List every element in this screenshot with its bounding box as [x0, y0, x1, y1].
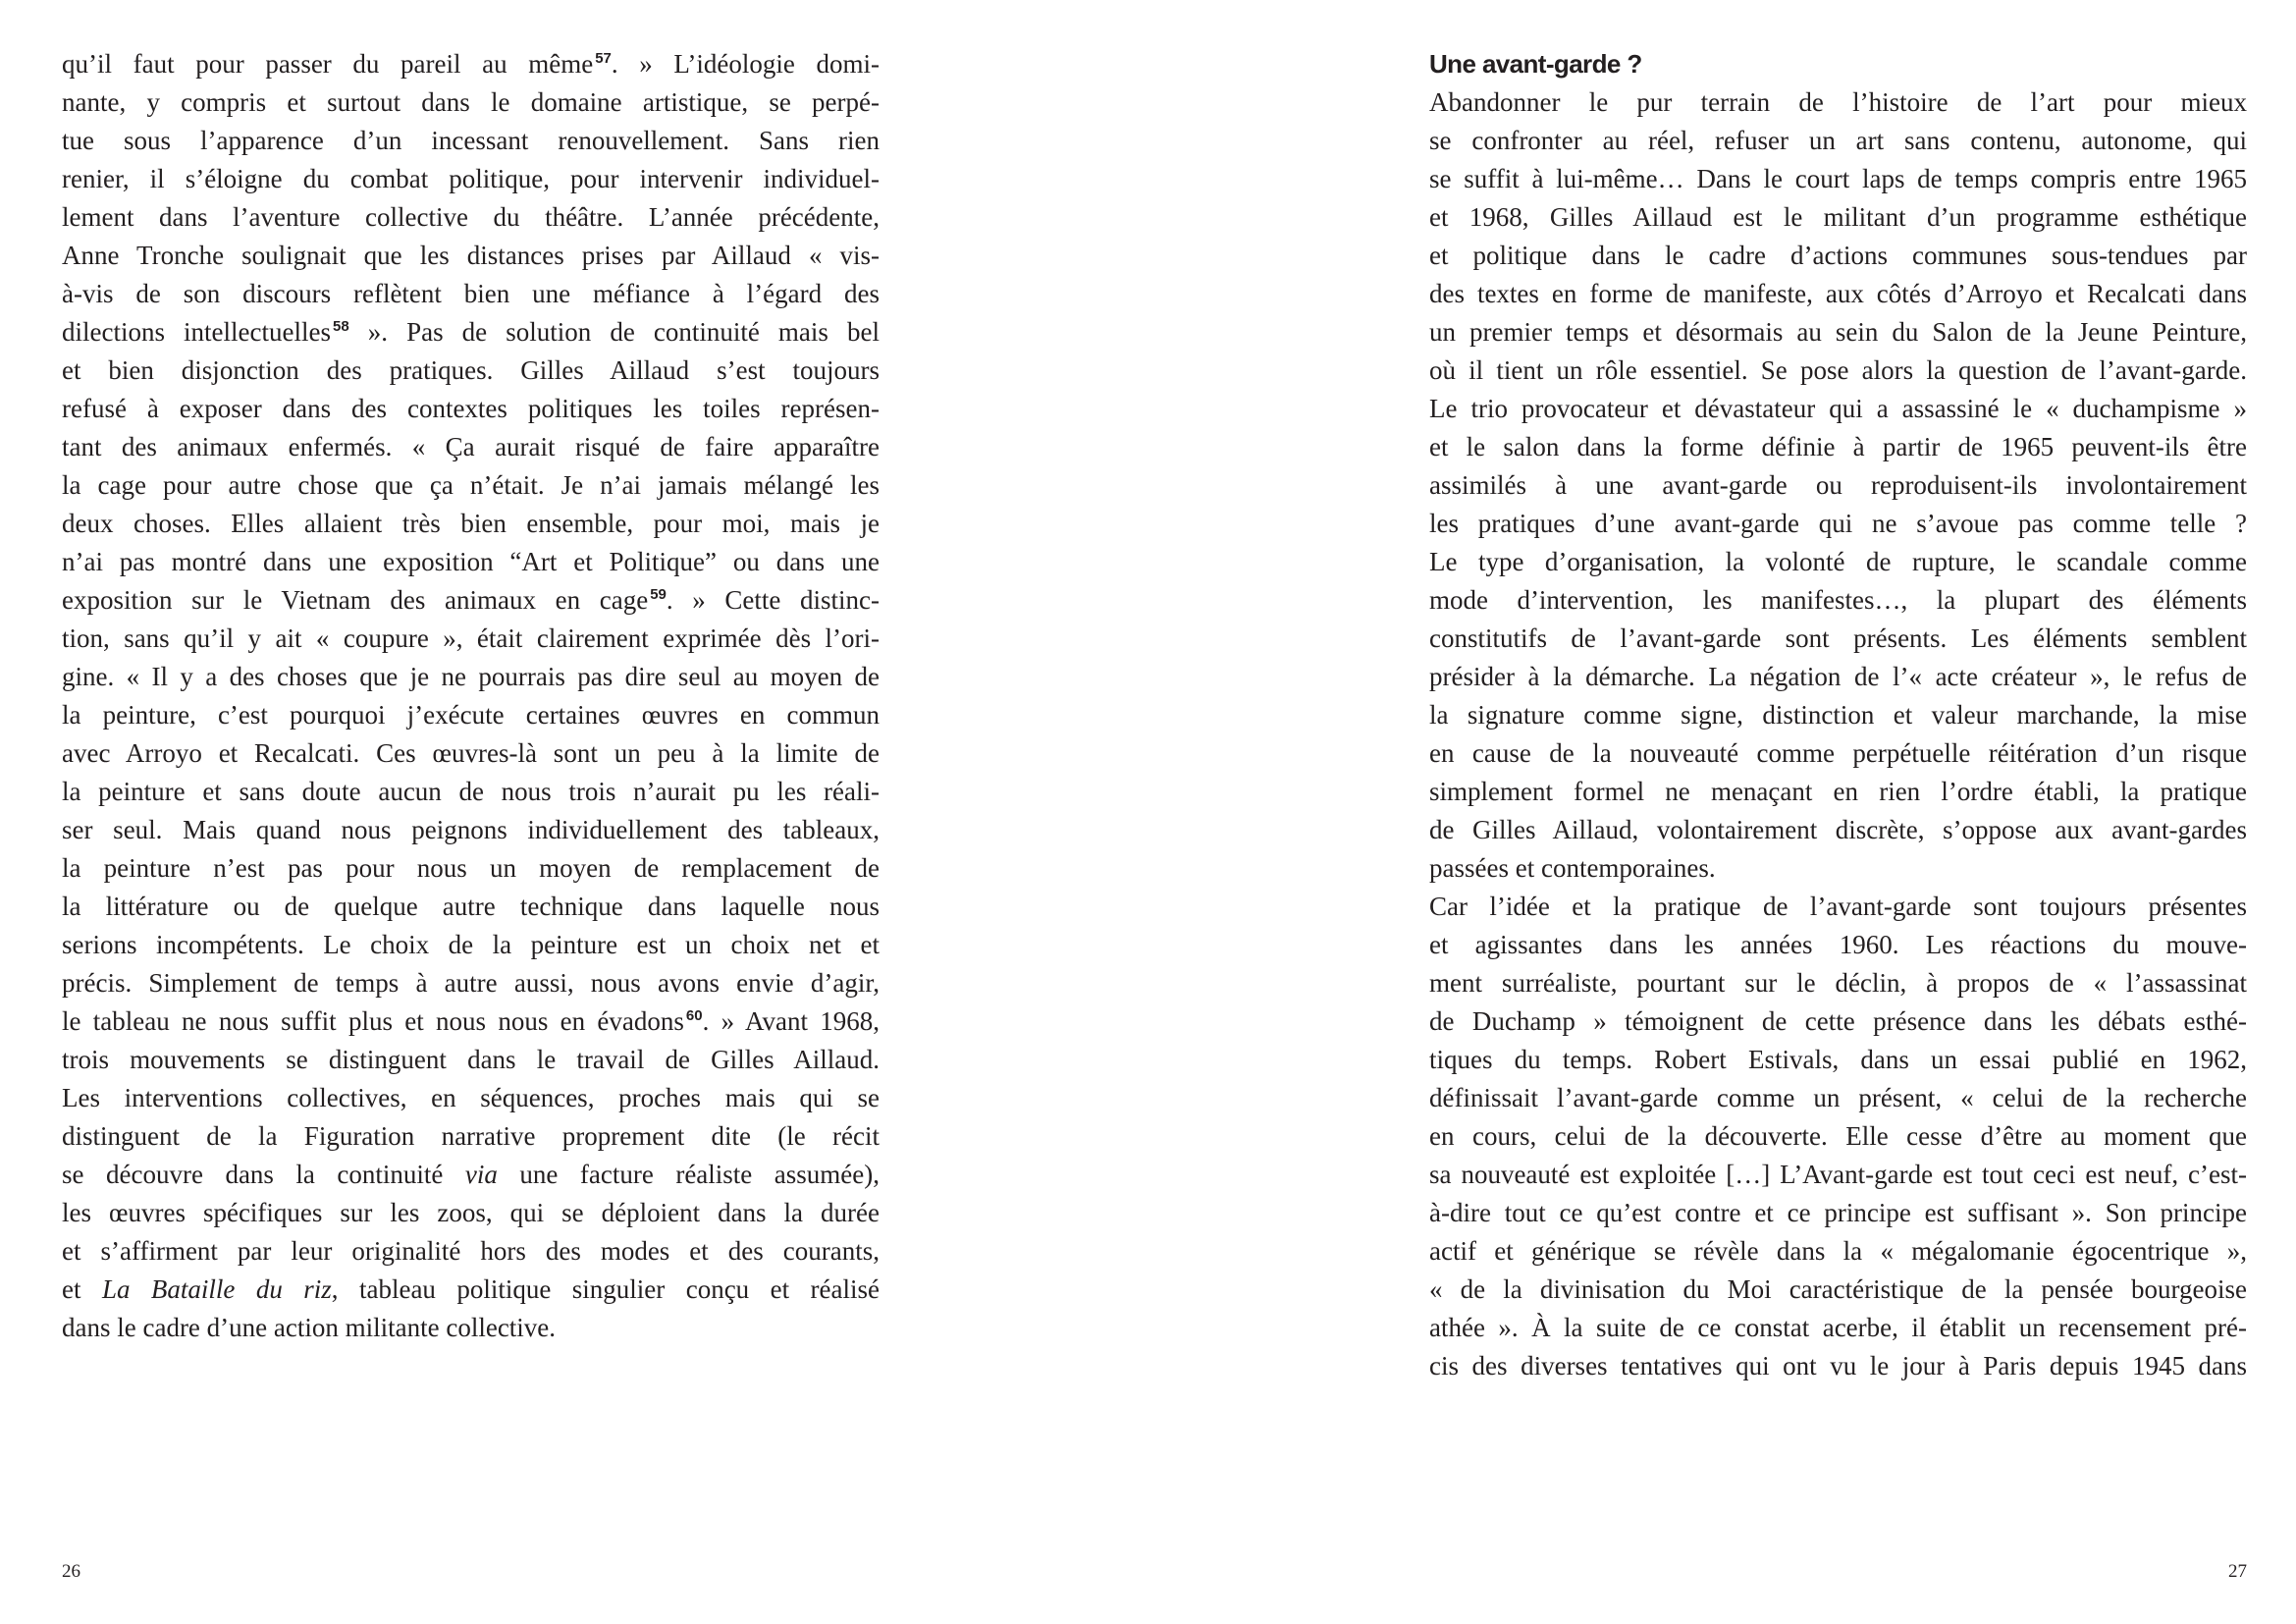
text-line: la cage pour autre chose que ça n’était. Je n’ai jamais mélangé les	[62, 470, 880, 500]
text-line: actif et générique se révèle dans la « mégalomanie égocentrique »,	[1429, 1236, 2247, 1266]
text-line: un premier temps et désormais au sein du Salon de la Jeune Peinture,	[1429, 317, 2247, 347]
text-line: tion, sans qu’il y ait « coupure », était clairement exprimée dès l’ori-	[62, 623, 880, 653]
text-line: dilections intellectuelles $^{58}$ ». Pas de solution de continuité mais bel	[62, 317, 880, 347]
text-line: cis des diverses tentatives qui ont vu le jour à Paris depuis 1945 dans	[1429, 1351, 2247, 1380]
text-line: et bien disjonction des pratiques. Gilles Aillaud s’est toujours	[62, 355, 880, 385]
text-line: tiques du temps. Robert Estivals, dans un essai publié en 1962,	[1429, 1045, 2247, 1074]
text-line: Anne Tronche soulignait que les distances prises par Aillaud « vis-	[62, 241, 880, 270]
text-line: à-dire tout ce qu’est contre et ce principe est suffisant ». Son principe	[1429, 1198, 2247, 1227]
text-line: se découvre dans la continuité via une facture réaliste assumée),	[62, 1160, 880, 1189]
text-line: et agissantes dans les années 1960. Les réactions du mouve-	[1429, 930, 2247, 959]
text-line: le tableau ne nous suffit plus et nous nous en évadons $^{60}$. » Avant 1968,	[62, 1006, 880, 1036]
text-line: qu’il faut pour passer du pareil au même $^{57}$. » L’idéologie domi-	[62, 49, 880, 79]
text-line: exposition sur le Vietnam des animaux en cage $^{59}$. » Cette distinc-	[62, 585, 880, 615]
text-line: trois mouvements se distinguent dans le travail de Gilles Aillaud.	[62, 1045, 880, 1074]
text-line: de Duchamp » témoignent de cette présence dans les débats esthé-	[1429, 1006, 2247, 1036]
text-line: à-vis de son discours reflètent bien une méfiance à l’égard des	[62, 279, 880, 308]
footnote-reference: 60	[685, 1007, 703, 1024]
text-line: définissait l’avant-garde comme un présent, « celui de la recherche	[1429, 1083, 2247, 1112]
text-line: en cause de la nouveauté comme perpétuelle réitération d’un risque	[1429, 738, 2247, 768]
text-line: la peinture et sans doute aucun de nous trois n’aurait pu les réali-	[62, 777, 880, 806]
text-line: athée ». À la suite de ce constat acerbe, il établit un recensement pré-	[1429, 1313, 2247, 1342]
text-line: simplement formel ne menaçant en rien l’ordre établi, la pratique	[1429, 777, 2247, 806]
text-line: et s’affirment par leur originalité hors des modes et des courants,	[62, 1236, 880, 1266]
footnote-reference: 58	[333, 318, 349, 335]
text-line: renier, il s’éloigne du combat politique, pour intervenir individuel-	[62, 164, 880, 193]
text-line: les œuvres spécifiques sur les zoos, qui se déploient dans la durée	[62, 1198, 880, 1227]
text-line: se confronter au réel, refuser un art sans contenu, autonome, qui	[1429, 126, 2247, 155]
left-page-body-text	[62, 45, 880, 1347]
text-line: n’ai pas montré dans une exposition “Art et Politique” ou dans une	[62, 547, 880, 576]
text-line: Le trio provocateur et dévastateur qui a assassiné le « duchampisme »	[1429, 394, 2247, 423]
italic-text: La Bataille du riz	[101, 1274, 332, 1304]
page-number-right: 27	[2228, 1561, 2247, 1582]
text-line: Abandonner le pur terrain de l’histoire de l’art pour mieux	[1429, 87, 2247, 117]
text-line: sa nouveauté est exploitée […] L’Avant-garde est tout ceci est neuf, c’est-	[1429, 1160, 2247, 1189]
text-line: précis. Simplement de temps à autre aussi, nous avons envie d’agir,	[62, 968, 880, 998]
footnote-reference: 59	[650, 586, 667, 603]
text-line: et le salon dans la forme définie à partir de 1965 peuvent-ils être	[1429, 432, 2247, 461]
text-line: et 1968, Gilles Aillaud est le militant d’un programme esthétique	[1429, 202, 2247, 232]
text-line: Le type d’organisation, la volonté de rupture, le scandale comme	[1429, 547, 2247, 576]
text-line: se suffit à lui-même… Dans le court laps de temps compris entre 1965	[1429, 164, 2247, 193]
text-line: de Gilles Aillaud, volontairement discrète, s’oppose aux avant-gardes	[1429, 815, 2247, 844]
text-line: deux choses. Elles allaient très bien ensemble, pour moi, mais je	[62, 509, 880, 538]
text-line: assimilés à une avant-garde ou reproduisent-ils involontairement	[1429, 470, 2247, 500]
text-line: la peinture n’est pas pour nous un moyen de remplacement de	[62, 853, 880, 883]
text-line: ser seul. Mais quand nous peignons individuellement des tableaux,	[62, 815, 880, 844]
text-line: présider à la démarche. La négation de l’« acte créateur », le refus de	[1429, 662, 2247, 691]
section-heading: Une avant-garde ?	[1429, 49, 1642, 79]
text-line: distinguent de la Figuration narrative proprement dite (le récit	[62, 1121, 880, 1151]
italic-text: via	[464, 1160, 498, 1189]
right-page-body-text	[1429, 45, 2247, 1385]
text-line: la signature comme signe, distinction et valeur marchande, la mise	[1429, 700, 2247, 730]
text-line: Les interventions collectives, en séquences, proches mais qui se	[62, 1083, 880, 1112]
text-line: dans le cadre d’une action militante collective.	[62, 1313, 557, 1342]
text-line: serions incompétents. Le choix de la peinture est un choix net et	[62, 930, 880, 959]
text-line: et politique dans le cadre d’actions communes sous-tendues par	[1429, 241, 2247, 270]
text-line: et La Bataille du riz, tableau politique singulier conçu et réalisé	[62, 1274, 880, 1304]
text-line: passées et contemporaines.	[1429, 853, 1716, 883]
text-line: tue sous l’apparence d’un incessant renouvellement. Sans rien	[62, 126, 880, 155]
footnote-reference: 57	[595, 50, 612, 67]
text-line: Car l’idée et la pratique de l’avant-garde sont toujours présentes	[1429, 892, 2247, 921]
text-line: mode d’intervention, les manifestes…, la plupart des éléments	[1429, 585, 2247, 615]
text-line: ment surréaliste, pourtant sur le déclin, à propos de « l’assassinat	[1429, 968, 2247, 998]
text-line: des textes en forme de manifeste, aux côtés d’Arroyo et Recalcati dans	[1429, 279, 2247, 308]
text-line: la peinture, c’est pourquoi j’exécute certaines œuvres en commun	[62, 700, 880, 730]
text-line: gine. « Il y a des choses que je ne pourrais pas dire seul au moyen de	[62, 662, 880, 691]
text-line: constitutifs de l’avant-garde sont présents. Les éléments semblent	[1429, 623, 2247, 653]
page-number-left: 26	[62, 1561, 80, 1582]
text-line: refusé à exposer dans des contextes politiques les toiles représen-	[62, 394, 880, 423]
text-line: « de la divinisation du Moi caractéristique de la pensée bourgeoise	[1429, 1274, 2247, 1304]
text-line: les pratiques d’une avant-garde qui ne s’avoue pas comme telle ?	[1429, 509, 2247, 538]
text-line: la littérature ou de quelque autre technique dans laquelle nous	[62, 892, 880, 921]
text-line: nante, y compris et surtout dans le domaine artistique, se perpé-	[62, 87, 880, 117]
text-line: tant des animaux enfermés. « Ça aurait risqué de faire apparaître	[62, 432, 880, 461]
text-line: lement dans l’aventure collective du théâtre. L’année précédente,	[62, 202, 880, 232]
text-line: où il tient un rôle essentiel. Se pose alors la question de l’avant-garde.	[1429, 355, 2247, 385]
text-line: en cours, celui de la découverte. Elle cesse d’être au moment que	[1429, 1121, 2247, 1151]
text-line: avec Arroyo et Recalcati. Ces œuvres-là sont un peu à la limite de	[62, 738, 880, 768]
